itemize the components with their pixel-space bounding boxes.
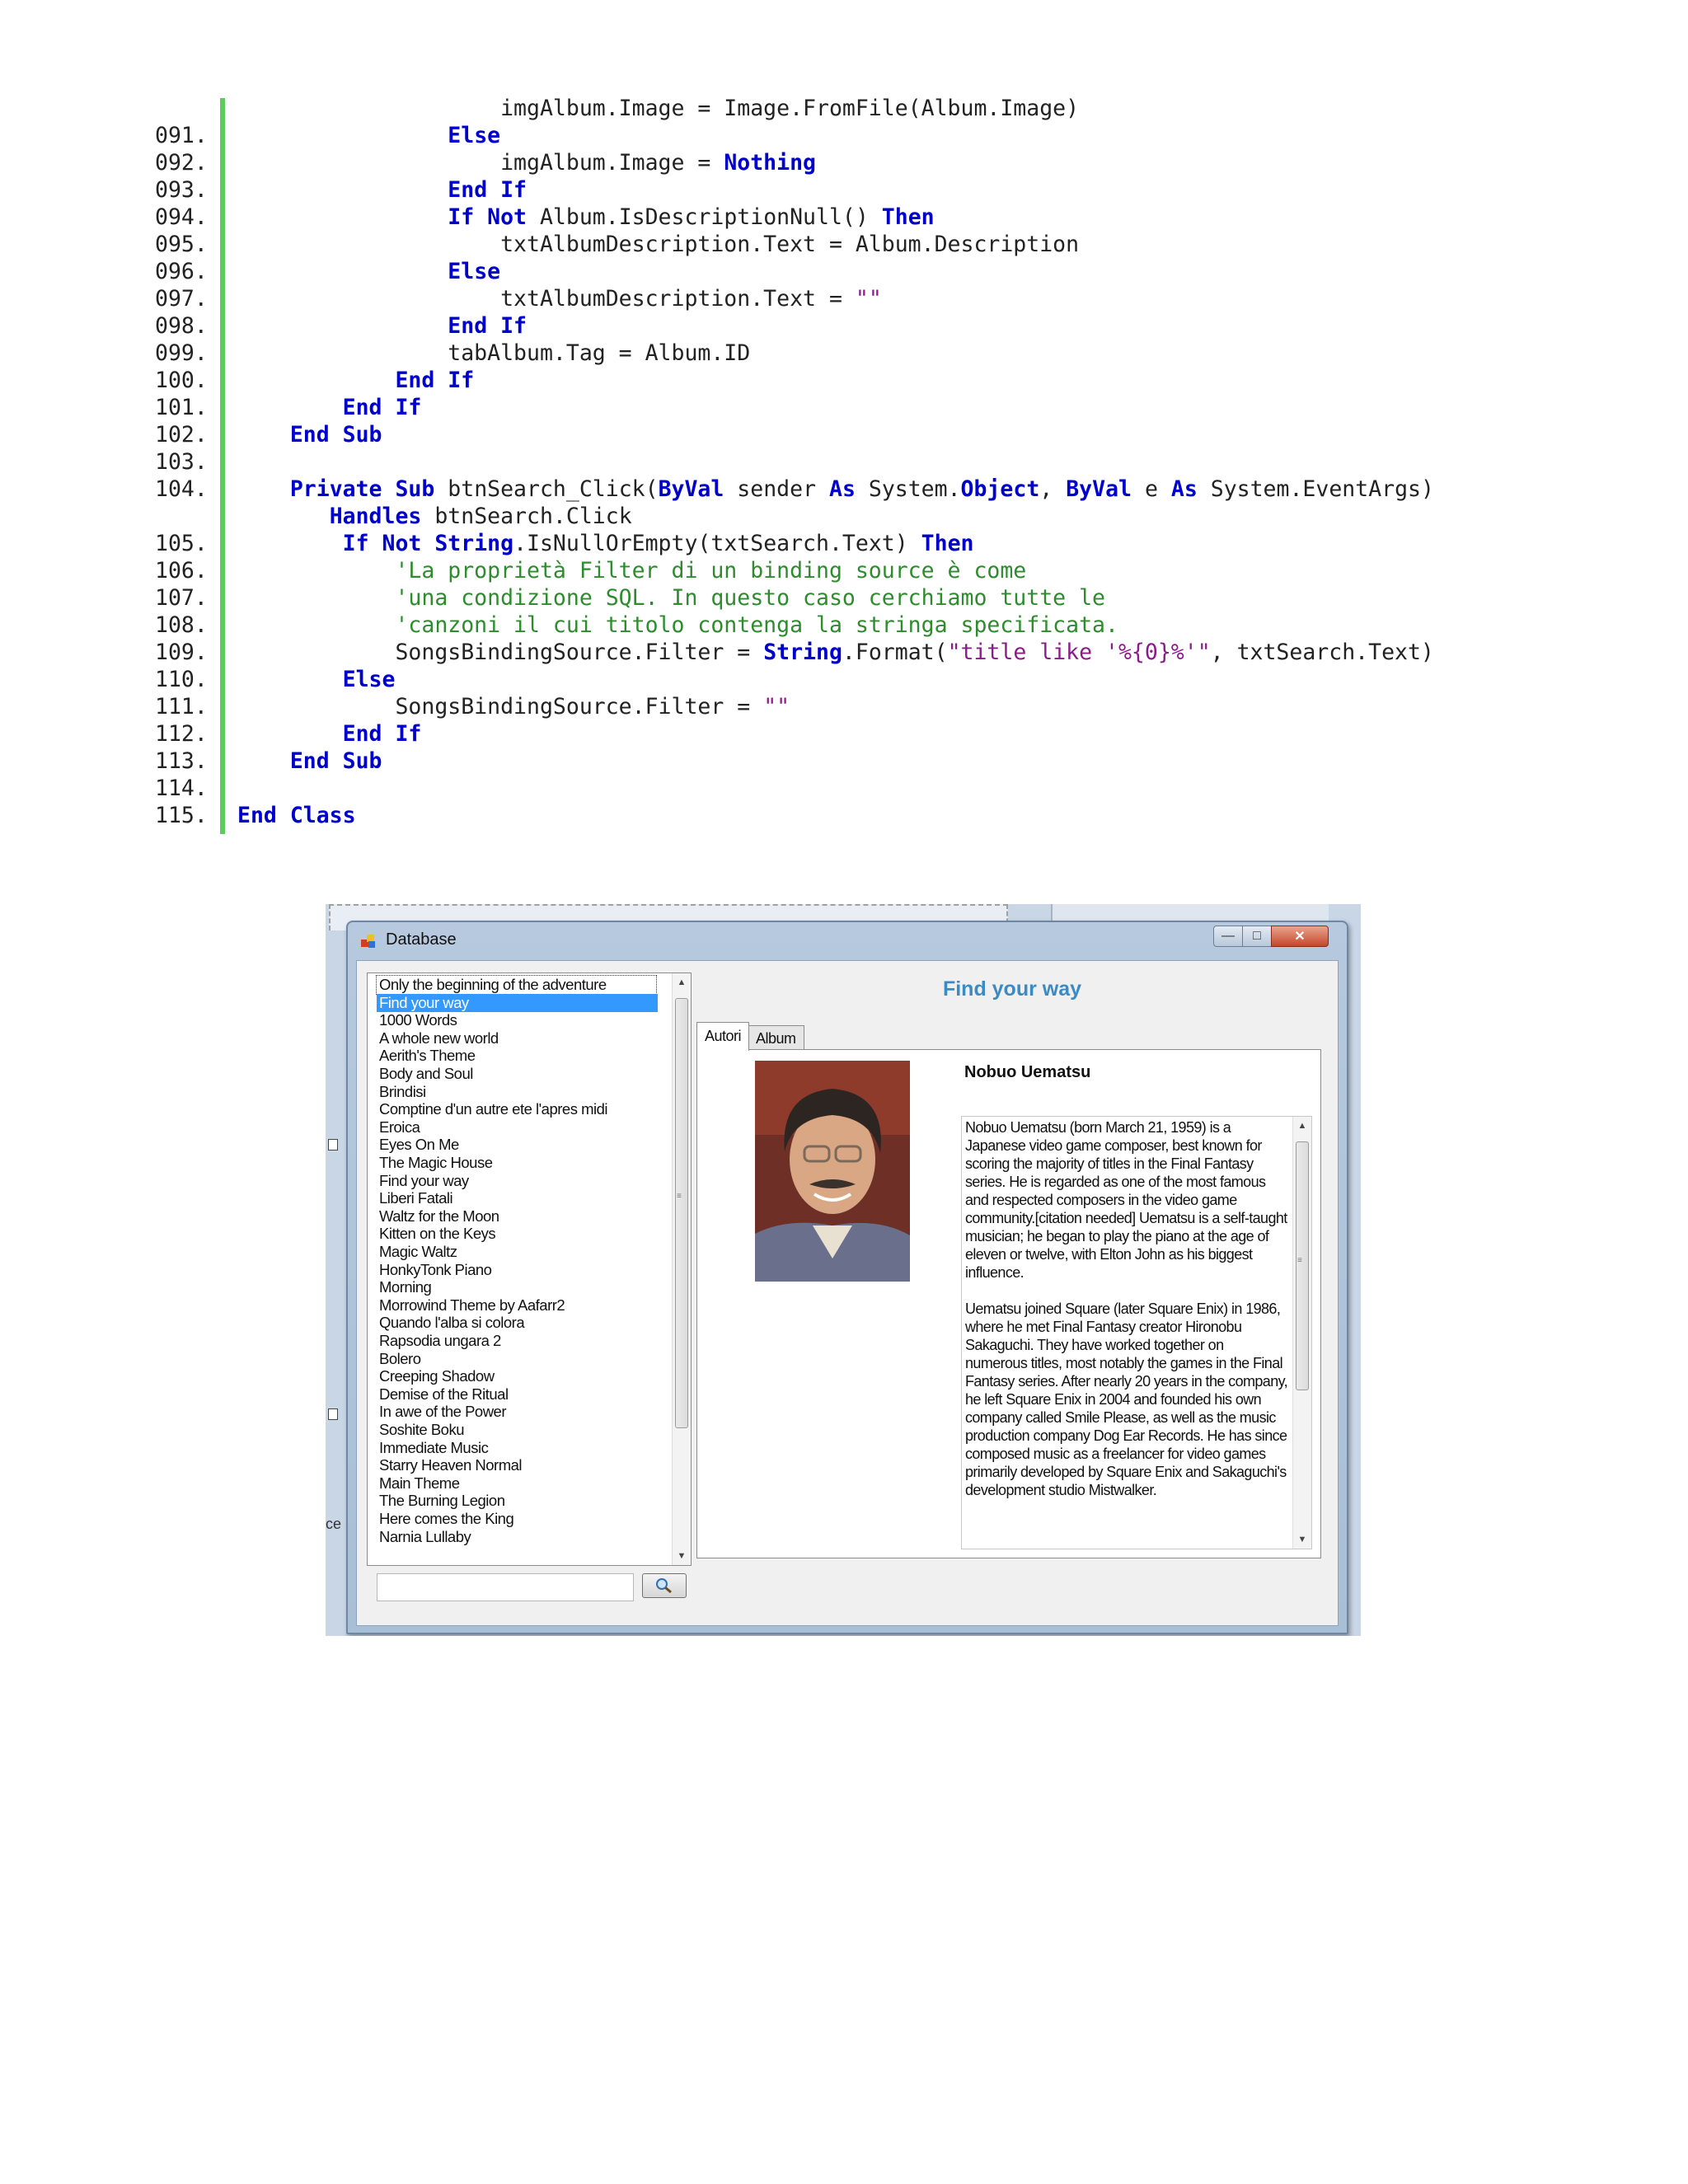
code-comment: 'La proprietà Filter di un binding source è come [395, 558, 1027, 583]
code-text [237, 666, 395, 693]
author-photo [755, 1061, 910, 1282]
code-token: e [1131, 476, 1171, 502]
list-item[interactable]: Main Theme [379, 1474, 460, 1492]
arrow-down-icon[interactable]: ▼ [1297, 1535, 1307, 1544]
code-keyword: End If [395, 368, 475, 393]
code-token: btnSearch_Click( [434, 476, 659, 502]
window-client-area [356, 960, 1339, 1626]
close-button[interactable] [1271, 926, 1329, 947]
code-text [237, 95, 1079, 122]
code-keyword: End If [448, 313, 528, 339]
code-token: imgAlbum.Image = [237, 150, 724, 176]
code-token [237, 368, 395, 393]
scroll-thumb[interactable] [1296, 1141, 1309, 1390]
list-item[interactable]: Creeping Shadow [379, 1367, 495, 1385]
list-item[interactable]: Waltz for the Moon [379, 1207, 499, 1225]
code-keyword: As [1170, 476, 1198, 502]
line-number: 110. [155, 667, 208, 692]
code-text [237, 367, 474, 394]
search-button[interactable] [642, 1573, 687, 1598]
tab-album[interactable]: Album [748, 1025, 804, 1051]
list-item[interactable]: Kitten on the Keys [379, 1225, 496, 1243]
side-label-fragment: ce [326, 1516, 342, 1532]
author-name: Nobuo Uematsu [964, 1063, 1091, 1081]
line-number: 108. [155, 612, 208, 638]
line-number: 102. [155, 422, 208, 448]
author-description-text [965, 1118, 1288, 1517]
arrow-up-icon[interactable]: ▲ [677, 977, 687, 987]
code-text [237, 176, 527, 204]
code-text [237, 476, 1434, 503]
code-token [237, 612, 395, 638]
code-text [237, 530, 973, 557]
code-keyword: ByVal [658, 476, 724, 502]
resize-handle[interactable] [328, 1408, 338, 1420]
description-scrollbar[interactable] [1292, 1117, 1311, 1549]
code-keyword: Then [921, 531, 974, 556]
code-keyword: Private Sub [289, 476, 435, 502]
tab-panel-autori [696, 1049, 1321, 1558]
code-token [237, 259, 448, 284]
tab-autori[interactable]: Autori [696, 1022, 749, 1051]
line-number: 094. [155, 204, 208, 230]
line-number: 100. [155, 368, 208, 393]
code-token [237, 748, 290, 774]
description-paragraph: Uematsu joined Square (later Square Enix) in 1986, where he met Final Fantasy creator Hironobu Sakaguchi. They have worked together on numerous titles, most notably the games in the Final Fantasy series. After nearly 20 years in the company, he left Square Enix in 2004 and founded his own company called Smile Please, as well as the music production company Dog Ear Records. He has since composed music as a freelancer for video games primarily developed by Square Enix and Sakaguchi's development studio Mistwalker. [965, 1301, 1288, 1498]
list-item[interactable]: Bolero [379, 1349, 421, 1367]
code-keyword: Object [960, 476, 1040, 502]
code-token: SongsBindingSource.Filter = [237, 640, 764, 665]
code-keyword: If Not String [342, 531, 514, 556]
close-icon: ✕ [1294, 930, 1306, 944]
gutter-bar [220, 98, 225, 834]
code-string: "title like '%{0}%'" [947, 640, 1211, 665]
line-number: 115. [155, 803, 208, 828]
code-string: "" [855, 286, 882, 312]
code-token: sender [724, 476, 829, 502]
code-token [237, 395, 343, 420]
line-number: 106. [155, 558, 208, 583]
app-icon [359, 932, 377, 950]
code-token [237, 504, 316, 529]
line-number: 099. [155, 340, 208, 366]
code-keyword: End If [342, 721, 422, 747]
code-listing [0, 95, 1688, 837]
code-token: imgAlbum.Image = Image.FromFile(Album.Image) [237, 96, 1080, 121]
code-keyword: As [828, 476, 856, 502]
list-item[interactable]: Demise of the Ritual [379, 1385, 509, 1403]
line-number: 097. [155, 286, 208, 312]
maximize-button[interactable] [1242, 926, 1272, 947]
code-keyword: ByVal [1066, 476, 1132, 502]
code-keyword: Nothing [724, 150, 816, 176]
line-number: 113. [155, 748, 208, 774]
list-item[interactable]: Aerith's Theme [379, 1047, 476, 1065]
list-item[interactable]: A whole new world [379, 1029, 499, 1047]
code-text [237, 149, 816, 176]
code-keyword: End If [448, 177, 528, 203]
magnifier-icon [654, 1577, 675, 1594]
code-string: "" [763, 694, 790, 719]
code-token: .Format( [842, 640, 948, 665]
code-token: System. [855, 476, 961, 502]
code-token: Album.IsDescriptionNull() [527, 204, 882, 230]
minimize-button[interactable] [1213, 926, 1243, 947]
list-item[interactable]: Quando l'alba si colora [379, 1314, 525, 1332]
code-text [237, 720, 421, 748]
list-item[interactable]: 1000 Words [379, 1011, 457, 1029]
code-token [237, 667, 343, 692]
list-item[interactable]: Morning [379, 1278, 432, 1296]
code-keyword: Else [448, 259, 501, 284]
song-listbox[interactable] [367, 972, 692, 1566]
code-text [237, 231, 1079, 258]
code-text [237, 204, 935, 231]
code-token [237, 558, 395, 583]
code-text [237, 285, 882, 312]
grip-icon: ≡ [677, 1192, 682, 1201]
code-token [237, 476, 290, 502]
author-portrait [755, 1061, 910, 1282]
list-item[interactable]: Starry Heaven Normal [379, 1456, 523, 1474]
scroll-thumb[interactable] [675, 998, 688, 1428]
code-keyword: End Class [237, 803, 356, 828]
list-item[interactable]: Brindisi [379, 1082, 426, 1100]
description-paragraph: Nobuo Uematsu (born March 21, 1959) is a Japanese video game composer, best known for scoring the majority of titles in the Final Fantasy series. He is regarded as one of the most famous and respected composers in the video game community.[citation needed] Uematsu is a self-taught musician; he began to play the piano at the age of eleven or twelve, with Elton John as his biggest influence. [965, 1119, 1287, 1281]
code-text [237, 802, 356, 829]
line-number: 111. [155, 694, 208, 719]
author-description-textbox[interactable] [961, 1116, 1312, 1549]
list-item[interactable]: Liberi Fatali [379, 1189, 453, 1207]
line-number: 105. [155, 531, 208, 556]
list-item[interactable]: Eroica [379, 1118, 420, 1136]
album-title: Find your way [942, 977, 1082, 1001]
line-number: 104. [155, 476, 208, 502]
line-number: 091. [155, 123, 208, 148]
code-token: txtAlbumDescription.Text = [237, 286, 856, 312]
code-keyword: Handles [316, 504, 422, 529]
code-text [237, 612, 1118, 639]
code-keyword: Then [881, 204, 935, 230]
code-keyword: Else [342, 667, 396, 692]
code-text [237, 258, 500, 285]
list-item[interactable]: Eyes On Me [379, 1136, 459, 1154]
line-number: 092. [155, 150, 208, 176]
list-item[interactable]: Morrowind Theme by Aafarr2 [379, 1296, 565, 1314]
list-item[interactable]: Narnia Lullaby [379, 1527, 471, 1545]
arrow-down-icon[interactable]: ▼ [677, 1551, 687, 1561]
designer-screenshot [326, 904, 1361, 1636]
code-token [237, 123, 448, 148]
code-token: SongsBindingSource.Filter = [237, 694, 764, 719]
code-token [237, 177, 448, 203]
code-token [237, 585, 395, 611]
line-number: 093. [155, 177, 208, 203]
code-token: System.EventArgs) [1197, 476, 1434, 502]
code-keyword: End Sub [289, 422, 382, 448]
line-number: 109. [155, 640, 208, 665]
line-number: 112. [155, 721, 208, 747]
list-item[interactable]: Here comes the King [379, 1510, 514, 1527]
code-token [237, 313, 448, 339]
code-token [237, 721, 343, 747]
code-keyword: If Not [448, 204, 528, 230]
maximize-icon: □ [1253, 929, 1261, 943]
code-comment: 'canzoni il cui titolo contenga la stringa specificata. [395, 612, 1118, 638]
code-keyword: End If [342, 395, 422, 420]
code-text [237, 421, 382, 448]
line-number: 096. [155, 259, 208, 284]
code-token [237, 531, 343, 556]
list-scrollbar[interactable] [672, 973, 691, 1565]
code-text [237, 639, 1434, 666]
line-number: 095. [155, 232, 208, 257]
code-token: tabAlbum.Tag = Album.ID [237, 340, 751, 366]
list-item[interactable]: Find your way [379, 1171, 469, 1189]
code-text [237, 394, 421, 421]
list-item[interactable]: Only the beginning of the adventure [377, 976, 656, 994]
code-comment: 'una condizione SQL. In questo caso cerchiamo tutte le [395, 585, 1105, 611]
database-window [346, 921, 1348, 1634]
minimize-icon: — [1221, 929, 1235, 943]
arrow-up-icon[interactable]: ▲ [1297, 1121, 1307, 1131]
title-bar[interactable] [348, 922, 1347, 960]
grip-icon: ≡ [1297, 1256, 1302, 1265]
list-item[interactable]: Find your way [377, 994, 658, 1012]
list-item[interactable]: Body and Soul [379, 1065, 473, 1082]
code-token: txtAlbumDescription.Text = Album.Description [237, 232, 1080, 257]
code-keyword: End Sub [289, 748, 382, 774]
code-token: , [1039, 476, 1067, 502]
line-number: 107. [155, 585, 208, 611]
list-item[interactable]: The Magic House [379, 1154, 493, 1171]
list-item[interactable]: In awe of the Power [379, 1403, 507, 1421]
code-token: .IsNullOrEmpty(txtSearch.Text) [513, 531, 921, 556]
code-text [237, 584, 1105, 612]
code-token [237, 204, 448, 230]
code-keyword: Else [448, 123, 501, 148]
window-title: Database [386, 930, 457, 949]
list-item[interactable]: Immediate Music [379, 1438, 489, 1456]
line-number: 098. [155, 313, 208, 339]
code-token: , txtSearch.Text) [1210, 640, 1434, 665]
code-token: btnSearch.Click [421, 504, 632, 529]
code-text [237, 312, 527, 340]
code-token [237, 422, 290, 448]
code-keyword: String [763, 640, 842, 665]
list-item[interactable]: Comptine d'un autre ete l'apres midi [379, 1100, 607, 1118]
code-text [237, 748, 382, 775]
line-number: 101. [155, 395, 208, 420]
search-input[interactable] [377, 1573, 634, 1601]
list-item[interactable]: Rapsodia ungara 2 [379, 1332, 501, 1349]
code-text [237, 503, 632, 530]
list-item[interactable]: Soshite Boku [379, 1421, 465, 1438]
list-item[interactable]: The Burning Legion [379, 1492, 505, 1510]
code-text [237, 693, 790, 720]
code-text [237, 122, 500, 149]
list-item[interactable]: HonkyTonk Piano [379, 1260, 492, 1278]
code-text [237, 340, 750, 367]
code-text [237, 557, 1026, 584]
resize-handle[interactable] [328, 1139, 338, 1151]
line-number: 114. [155, 776, 208, 801]
list-item[interactable]: Magic Waltz [379, 1243, 457, 1260]
line-number: 103. [155, 449, 208, 475]
